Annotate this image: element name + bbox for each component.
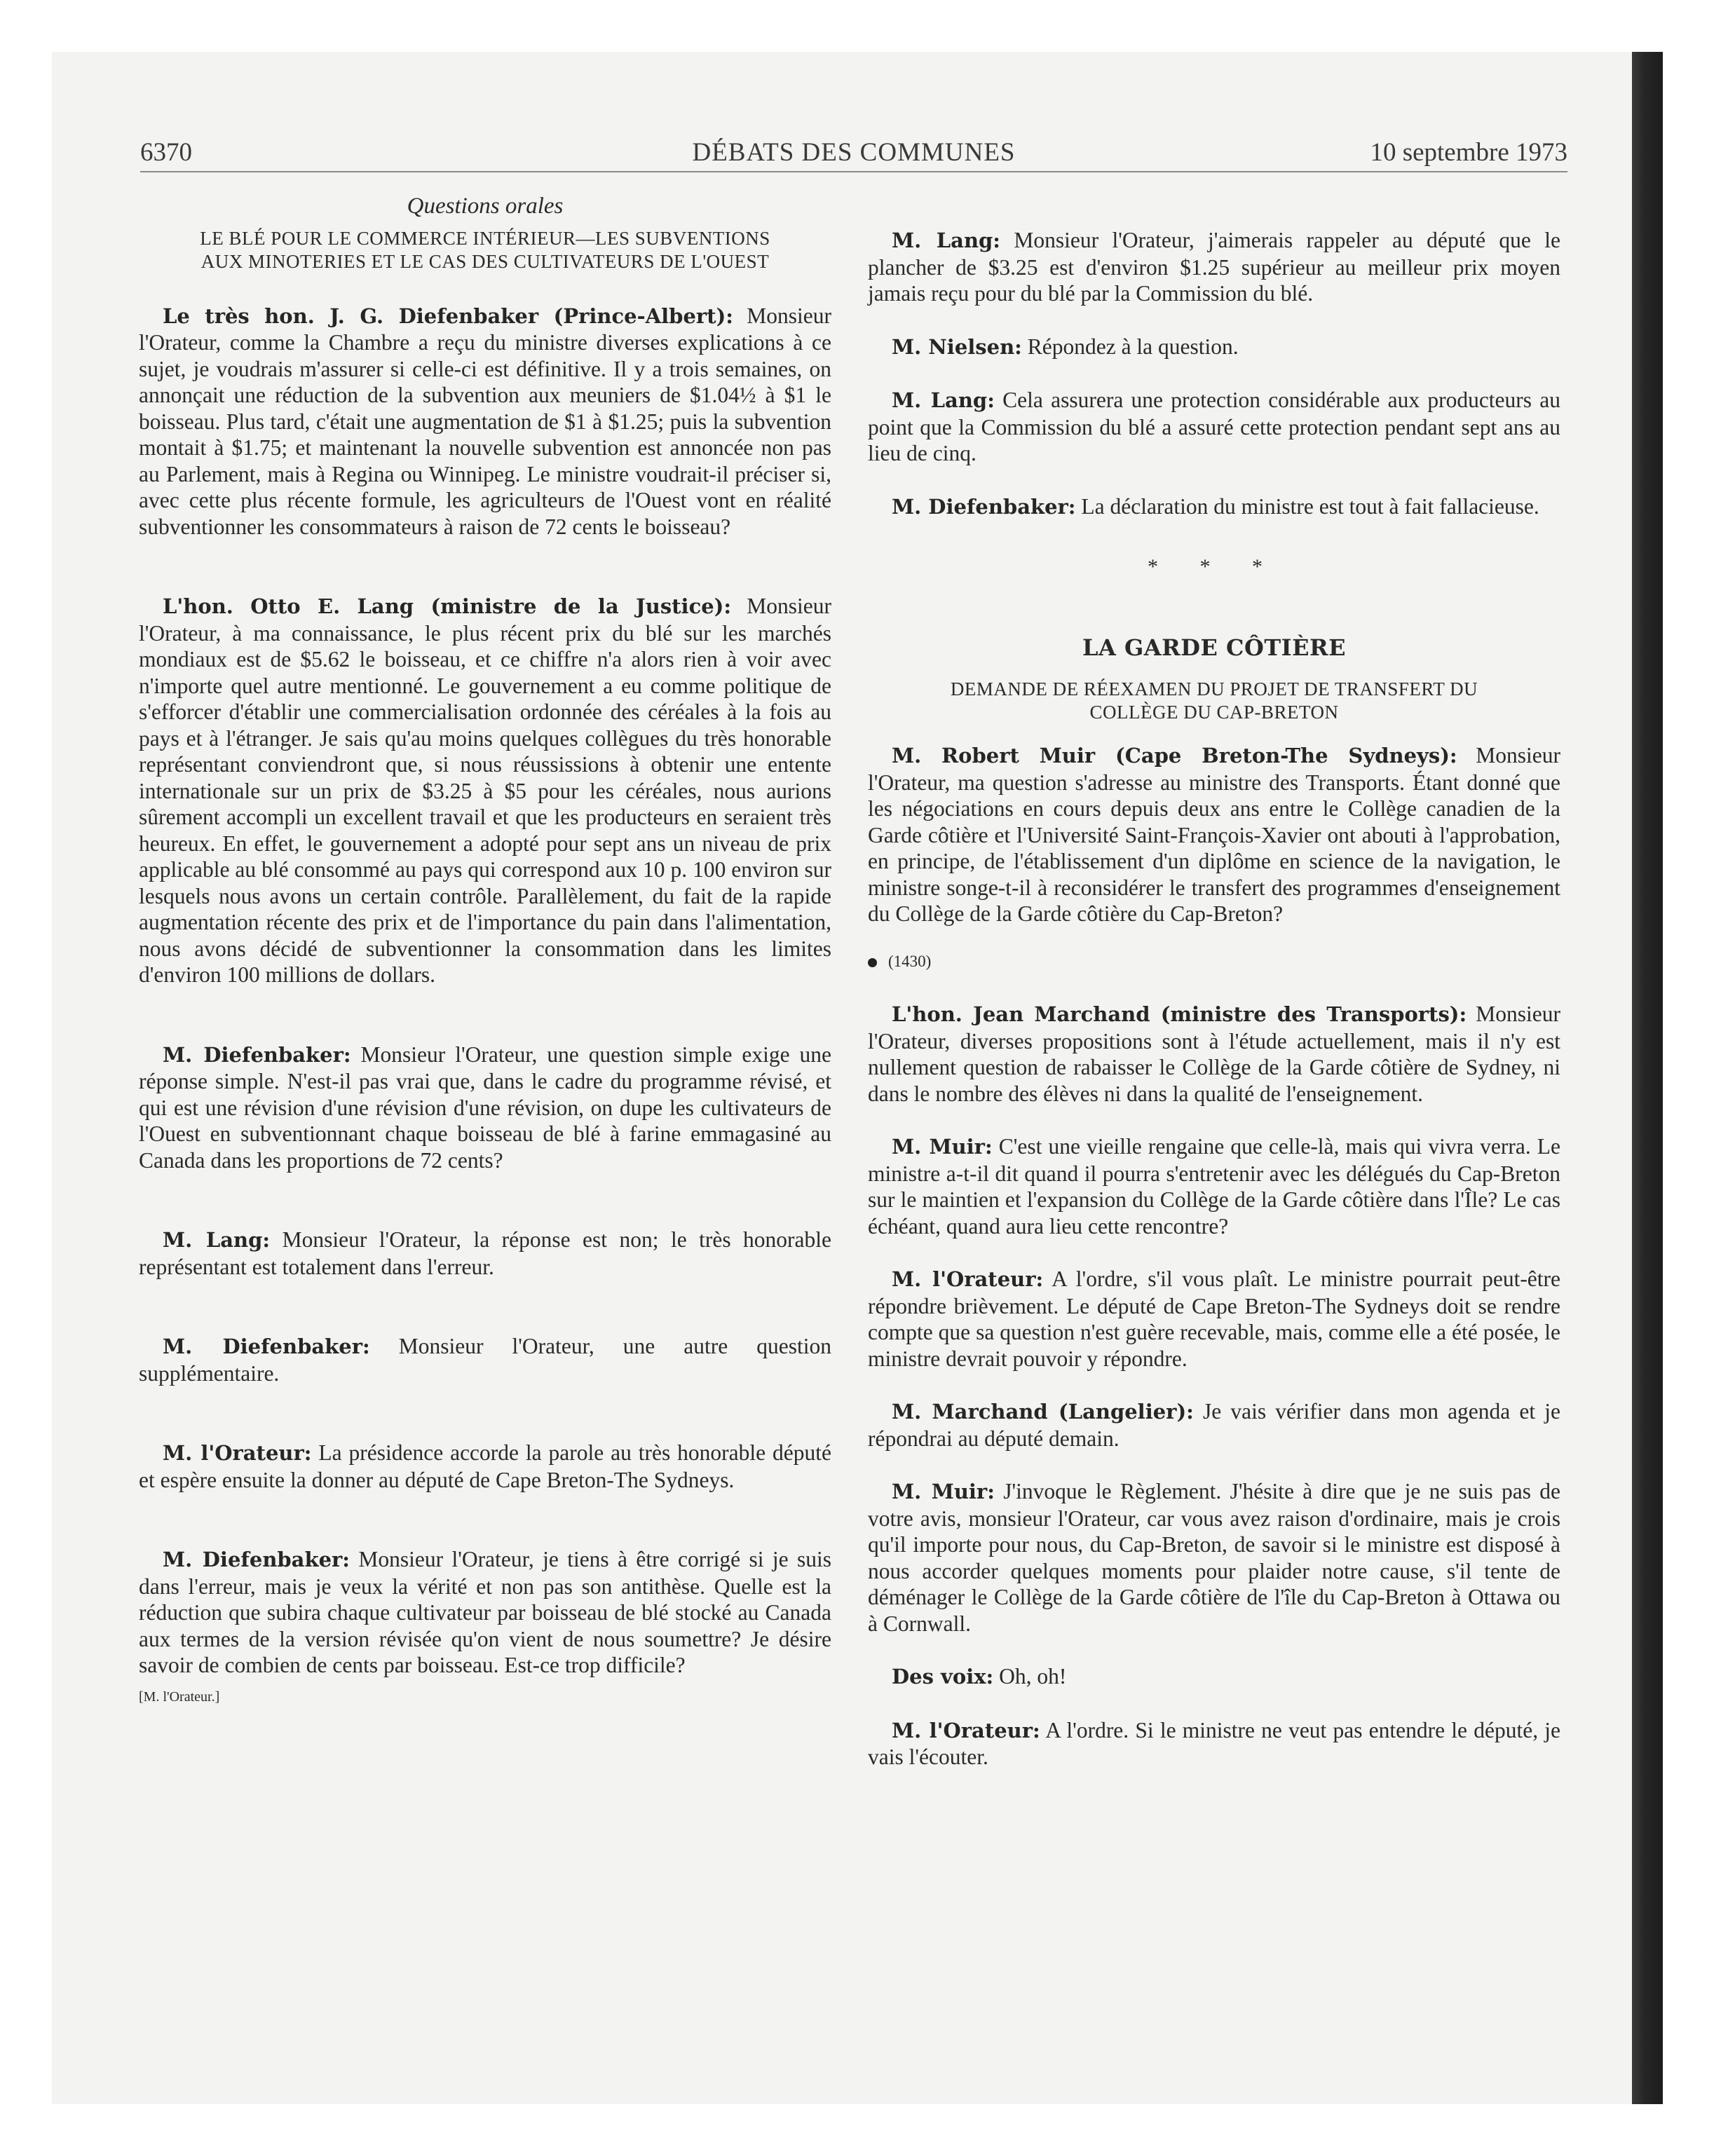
bullet-icon: [868, 958, 877, 967]
speech-text: Monsieur l'Orateur, diverses propositions sont à l'étude actuellement, mais il n'y est nullement question de rabaisser le Collège de la Garde côtière de Sydney, ni dans le nombre des élèves ni dans la qualité de l'enseignement.: [868, 1002, 1561, 1106]
speaker-name: Le très hon. J. G. Diefenbaker (Prince-Albert):: [163, 303, 733, 328]
speaker-name: M. Lang:: [163, 1228, 271, 1252]
speech-paragraph: [139, 1042, 831, 1174]
speaker-name: M. Marchand (Langelier):: [892, 1400, 1194, 1424]
speaker-name: M. Diefenbaker:: [892, 494, 1076, 519]
subsection-title: LE BLÉ POUR LE COMMERCE INTÉRIEUR—LES SUBVENTIONS AUX MINOTERIES ET LE CAS DES CULTIVATEURS DE L'OUEST: [200, 227, 770, 272]
speech-paragraph: [139, 1440, 831, 1493]
speech-paragraph: [868, 227, 1560, 307]
speech-text: C'est une vieille rengaine que celle-là, mais qui vivra verra. Le ministre a-t-il dit quand il pourra s'entretenir avec les délégués du Cap-Breton sur le maintien et l'expansion du Collège de la Garde côtière dans l'Île? Le cas échéant, quand aura lieu cette rencontre?: [868, 1134, 1560, 1239]
speech-paragraph: [868, 1133, 1560, 1239]
speech-paragraph: [868, 1001, 1560, 1107]
speech-text: Monsieur l'Orateur, ma question s'adresse au ministre des Transports. Étant donné que les négociations en cours depuis deux ans entre le Collège canadien de la Garde côtière et l'Université Saint-François-Xavier ont abouti à l'approbation, en principe, de l'établissement d'un diplôme en science de la navigation, le ministre songe-t-il à reconsidérer le transfert des programmes d'enseignement du Collège de la Garde côtière du Cap-Breton?: [868, 743, 1561, 926]
speech-paragraph: [139, 1546, 831, 1679]
speech-text: Oh, oh!: [999, 1664, 1067, 1688]
speech-paragraph: [868, 1398, 1560, 1452]
right-column: [868, 193, 1560, 1770]
speech-text: Répondez à la question.: [1027, 334, 1239, 359]
speaker-name: M. Nielsen:: [892, 334, 1022, 359]
speech-text: Monsieur l'Orateur, à ma connaissance, le plus récent prix du blé sur les marchés mondiaux est de $5.62 le boisseau, et ce chiffre n'a alors rien à voir avec n'importe quel autre mentionné. Le gouvernement a eu comme politique de s'efforcer d'établir une commercialisation ordonnée des céréales à la fois au pays et à l'étranger. Je sais qu'au moins quelques collègues du très honorable représentant conviendront que, si nous réussissions à obtenir une entente internationale sur un prix de $3.25 à $5 pour les céréales, nous aurions sûrement accompli un excellent travail et que les producteurs en seraient très heureux. En effet, le gouvernement a adopté pour sept ans un niveau de prix applicable au blé consommé au pays qui correspond aux 10 p. 100 environ sur lesquels nous avons un certain contrôle. Parallèlement, du fait de la rapide augmentation récente des prix et de l'importance du pain dans l'alimentation, nous avons décidé de subventionner la consommation dans les limites d'environ 100 millions de dollars.: [139, 594, 832, 987]
speaker-name: M. Diefenbaker:: [163, 1042, 351, 1067]
speech-paragraph: [868, 493, 1560, 521]
footnote-speaker: [M. l'Orateur.]: [139, 1688, 220, 1705]
speaker-name: M. Lang:: [892, 388, 995, 412]
speech-text: Monsieur l'Orateur, j'aimerais rappeler au député que le plancher de $3.25 est d'environ $1.25 supérieur au meilleur prix moyen jamais reçu pour du blé par la Commission du blé.: [868, 228, 1560, 306]
time-marker: [868, 948, 1560, 975]
speech-paragraph: [868, 387, 1560, 467]
scan-edge-strip: [1632, 52, 1663, 2104]
page-number: 6370: [140, 138, 192, 167]
speech-text: A l'ordre, s'il vous plaît. Le ministre pourrait peut-être répondre brièvement. Le député de Cape Breton-The Sydneys doit se rendre compte que sa question n'est guère recevable, mais, comme elle a été posée, le ministre devrait pouvoir y répondre.: [868, 1267, 1561, 1371]
speech-paragraph: [868, 742, 1560, 927]
running-head: [140, 137, 1567, 172]
speaker-name: M. Diefenbaker:: [163, 1548, 351, 1571]
speaker-name: M. l'Orateur:: [892, 1267, 1044, 1291]
speaker-name: M. Lang:: [892, 228, 1001, 252]
subsection-title: DEMANDE DE RÉEXAMEN DU PROJET DE TRANSFERT DU COLLÈGE DU CAP-BRETON: [950, 678, 1478, 723]
speech-paragraph: [868, 1478, 1560, 1637]
section-separator: * * *: [1148, 555, 1281, 578]
speech-text: Monsieur l'Orateur, je tiens à être corrigé si je suis dans l'erreur, mais je veux la vérité et non pas son antithèse. Quelle est la réduction que subira chaque cultivateur par boisseau de blé stocké au Canada aux termes de la version révisée qu'on vient de nous soumettre? Je désire savoir de combien de cents par boisseau. Est-ce trop difficile?: [139, 1547, 832, 1677]
header-date: 10 septembre 1973: [1370, 138, 1567, 167]
speech-text: Je vais vérifier dans mon agenda et je répondrai au député demain.: [868, 1399, 1561, 1451]
speech-text: A l'ordre. Si le ministre ne veut pas entendre le député, je vais l'écouter.: [868, 1717, 1560, 1769]
left-column: [139, 193, 831, 1710]
speech-text: Monsieur l'Orateur, une autre question supplémentaire.: [139, 1334, 832, 1386]
speech-paragraph: [868, 1663, 1560, 1691]
speech-paragraph: [139, 593, 831, 988]
speaker-name: M. Diefenbaker:: [163, 1335, 370, 1358]
speaker-name: M. Robert Muir (Cape Breton-The Sydneys):: [892, 744, 1457, 767]
speech-text: Monsieur l'Orateur, la réponse est non; le très honorable représentant est totalement dans l'erreur.: [139, 1227, 832, 1279]
speech-paragraph: [139, 1227, 831, 1280]
speech-text: J'invoque le Règlement. J'hésite à dire que je ne suis pas de votre avis, monsieur l'Orateur, car vous avez raison d'ordinaire, mais je crois qu'il importe pour nous, du Cap-Breton, de savoir si le ministre est disposé à nous accorder quelques moments pour plaider notre cause, s'il tente de déménager le Collège de la Garde côtière de l'île du Cap-Breton à Ottawa ou à Cornwall.: [868, 1479, 1560, 1636]
speech-paragraph: [139, 303, 831, 540]
speech-text: Monsieur l'Orateur, comme la Chambre a reçu du ministre diverses explications à ce sujet, je voudrais m'assurer si celle-ci est définitive. Il y a trois semaines, on annonçait une réduction de la subvention aux meuniers de $1.04½ à $1 le boisseau. Plus tard, c'était une augmentation de $1 à $1.25; puis la subvention montait à $1.75; et maintenant la nouvelle subvention est annoncée non pas au Parlement, mais à Regina ou Winnipeg. Le ministre voudrait-il préciser si, avec cette plus récente formule, les agriculteurs de l'Ouest vont en réalité subventionner les consommateurs à raison de 72 cents le boisseau?: [139, 303, 831, 539]
speech-paragraph: [868, 334, 1560, 361]
section-heading: LA GARDE CÔTIÈRE: [1082, 634, 1346, 661]
speaker-name: L'hon. Otto E. Lang (ministre de la Justice):: [163, 594, 732, 618]
speech-paragraph: [868, 1266, 1560, 1372]
speech-text: La déclaration du ministre est tout à fait fallacieuse.: [1081, 493, 1539, 519]
speech-paragraph: [868, 1717, 1560, 1770]
speaker-name: M. l'Orateur:: [163, 1441, 312, 1465]
speaker-name: L'hon. Jean Marchand (ministre des Transports):: [892, 1002, 1467, 1026]
speaker-name: M. Muir:: [892, 1135, 993, 1159]
journal-title: DÉBATS DES COMMUNES: [692, 138, 1016, 167]
speech-text: La présidence accorde la parole au très honorable député et espère ensuite la donner au député de Cape Breton-The Sydneys.: [139, 1440, 831, 1492]
speaker-name: Des voix:: [892, 1665, 994, 1688]
section-title: Questions orales: [407, 193, 564, 219]
time-marker-text: (1430): [888, 952, 932, 970]
speech-paragraph: [139, 1333, 831, 1386]
speech-text: Monsieur l'Orateur, une question simple exige une réponse simple. N'est-il pas vrai que, dans le cadre du programme révisé, et qui est une révision d'une révision d'une révision, on dupe les cultivateurs de l'Ouest en subventionnant chaque boisseau de blé à farine emmagasiné au Canada dans les proportions de 72 cents?: [139, 1042, 832, 1173]
speaker-name: M. Muir:: [892, 1480, 995, 1503]
speech-text: Cela assurera une protection considérable aux producteurs au point que la Commission du blé a assuré cette protection pendant sept ans au lieu de cinq.: [868, 388, 1561, 465]
speaker-name: M. l'Orateur:: [892, 1718, 1040, 1742]
